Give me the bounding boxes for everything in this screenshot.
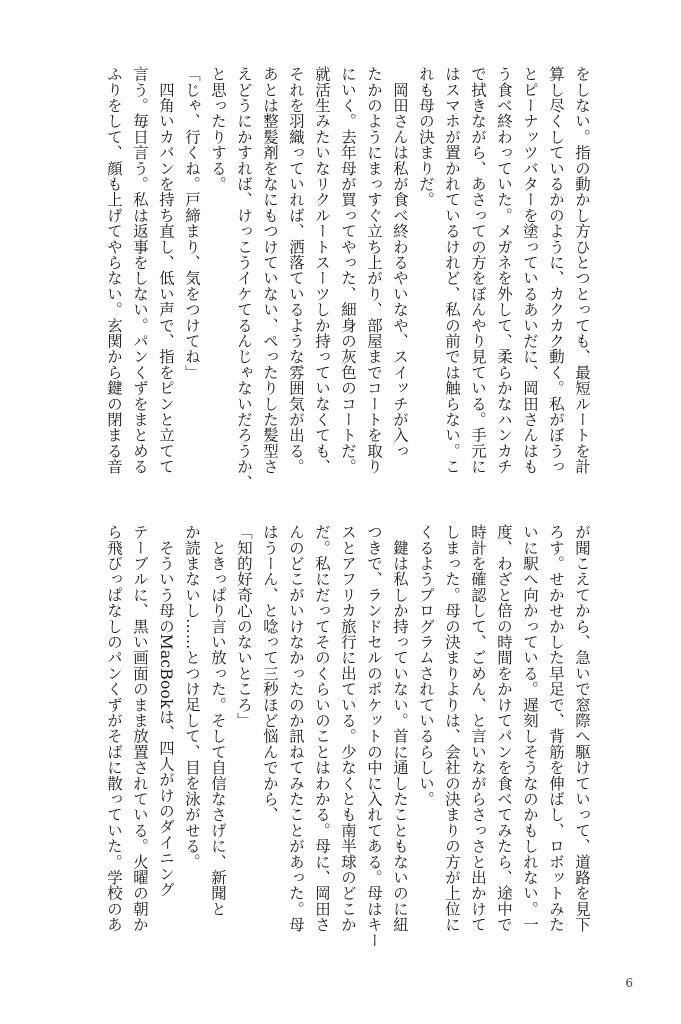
text-line: 岡田さんは私が食べ終わるやいなや、スイッチが入っ: [391, 66, 409, 459]
text-line: ときっぱり言い放った。そして自信なさげに、新聞と: [209, 524, 227, 917]
text-line: 算し尽くしているかのように、カクカク動く。私がぼうっ: [547, 66, 565, 475]
text-line: ろす。せかせかした早足で、背筋を伸ばし、ロボットみた: [547, 524, 565, 933]
text-line: ふりをして、顔も上げてやらない。玄関から鍵の閉まる音: [105, 66, 123, 475]
text-line: う食べ終わっていた。メガネを外して、柔らかなハンカチ: [495, 66, 513, 475]
text-line: あとは整髪剤をなにもつけていない、ぺったりした髪型さ: [261, 66, 279, 475]
text-line: んのどこがいけなかったのか訊ねてみたことがあった。母: [287, 524, 305, 933]
text-line: 度、わざと倍の時間をかけてパンを食べてみたら、途中で: [495, 524, 513, 933]
text-line: はスマホが置かれているけれど、私の前では触らない。こ: [443, 66, 461, 475]
text-line: が聞こえてから、急いで窓際へ駆けていって、道路を見下: [573, 524, 591, 933]
text-line: にいく。去年母が買ってやった、細身の灰色のコートだ。: [339, 66, 357, 475]
text-line: テーブルに、黒い画面のまま放置されている。火曜の朝か: [131, 524, 149, 933]
text-line: と思ったりする。: [209, 66, 227, 192]
text-line: スとアフリカ旅行に出ている。少なくとも南半球のどこか: [339, 524, 357, 933]
text-line: それを羽織っていれば、洒落ているような雰囲気が出る。: [287, 66, 305, 475]
text-line: はうーん、と唸って三秒ほど悩んでから、: [261, 524, 279, 823]
text-line: 時計を確認して、ごめん、と言いながらさっさと出かけて: [469, 524, 487, 933]
text-line: ら飛びっぱなしのパンくずがそばに散っていた。学校のあ: [105, 524, 123, 933]
upper-text-block: [85, 66, 595, 494]
text-line: 「知的好奇心のないところ」: [235, 524, 253, 729]
text-line: か読まないし……とつけ足して、目を泳がせる。: [183, 524, 201, 870]
text-line: えどうにかすれば、けっこうイケてるんじゃないだろうか、: [235, 66, 253, 490]
text-line: くるようプログラムされているらしい。: [417, 524, 435, 807]
text-line: たかのようにまっすぐ立ち上がり、部屋までコートを取り: [365, 66, 383, 475]
page-number: 6: [625, 976, 633, 990]
text-line: しまった。母の決まりよりは、会社の決まりの方が上位に: [443, 524, 461, 933]
text-line: だ。私にだってそのくらいのことはわかる。母に、岡田さ: [313, 524, 331, 933]
text-line: 言う。毎日言う。私は返事をしない。パンくずをまとめる: [131, 66, 149, 475]
text-line: 四角いカバンを持ち直し、低い声で、指をピンと立てて: [157, 66, 175, 475]
text-line: 就活生みたいなリクルートスーツしか持っていなくても、: [313, 66, 331, 475]
text-line: いに駅へ向かっている。遅刻しそうなのかもしれない。一: [521, 524, 539, 933]
text-line: とピーナッツバターを塗っているあいだに、岡田さんはも: [521, 66, 539, 475]
text-line: そういう母のMacBookは、四人がけのダイニング: [157, 524, 175, 898]
text-line: で拭きながら、あさっての方をぼんやり見ている。手元に: [469, 66, 487, 475]
text-line: 鍵は私しか持っていない。首に通したこともないのに紐: [391, 524, 409, 933]
text-line: れも母の決まりだ。: [417, 66, 435, 208]
lower-text-block: [85, 524, 595, 952]
text-line: 「じゃ、行くね。戸締まり、気をつけてね」: [183, 66, 201, 380]
text-line: つきで、ランドセルのポケットの中に入れてある。母はキー: [365, 524, 383, 948]
text-line: をしない。指の動かし方ひとつとっても、最短ルートを計: [573, 66, 591, 475]
